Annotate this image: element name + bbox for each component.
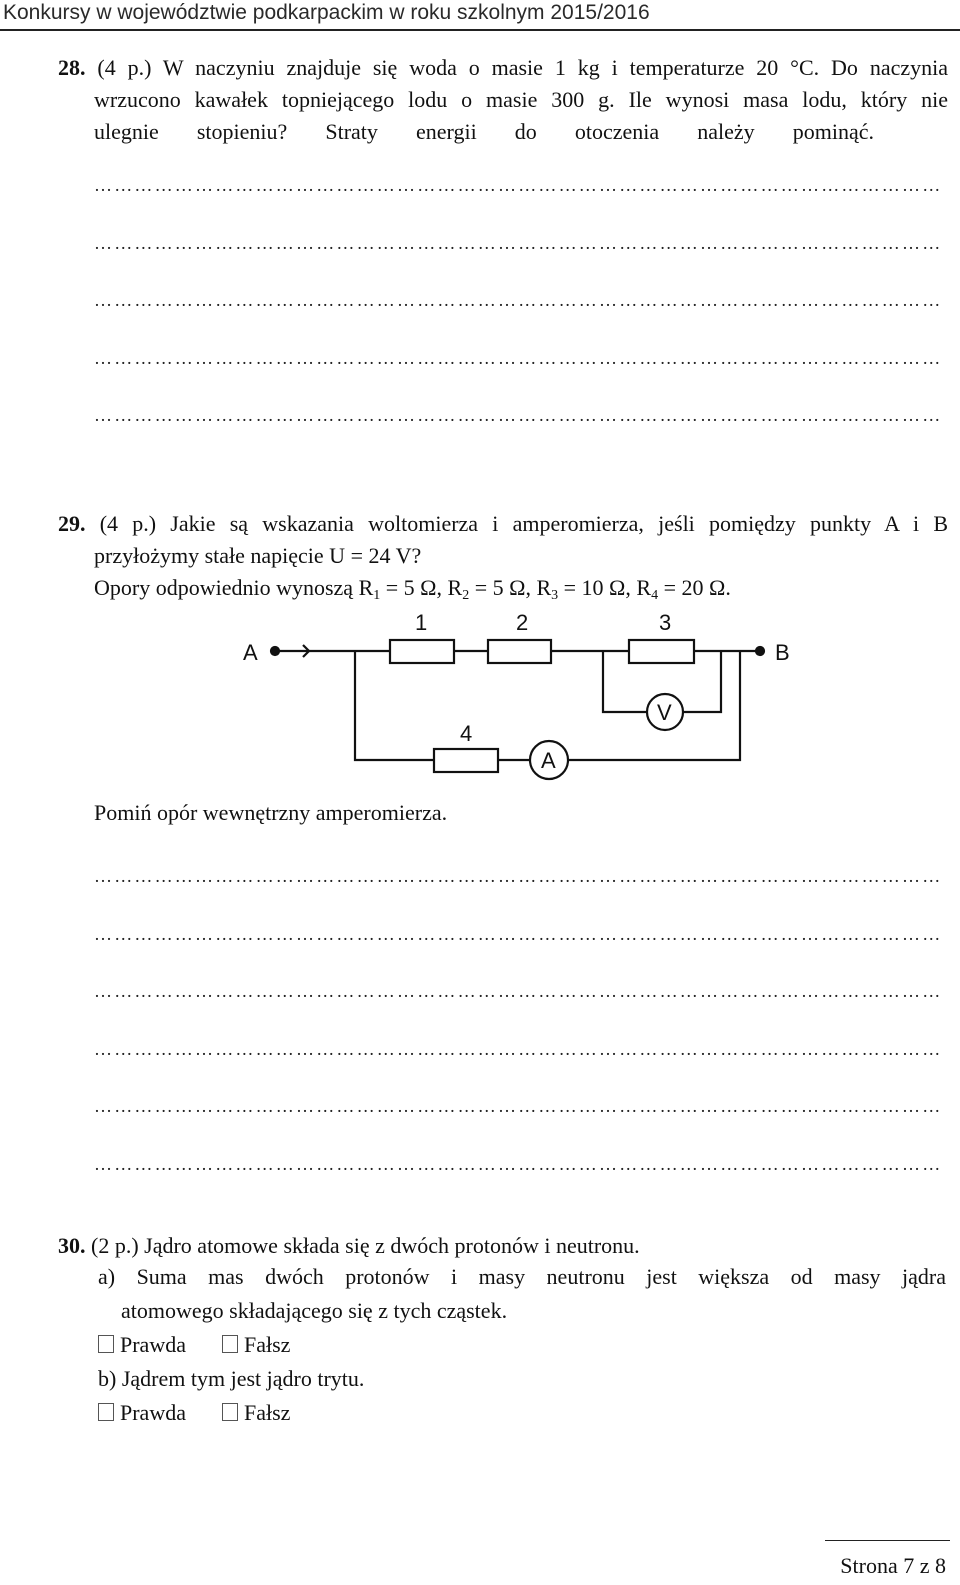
page-number: Strona 7 z 8 bbox=[840, 1553, 946, 1578]
terminal-b-label: B bbox=[775, 640, 790, 665]
q30-a-line-1: a) Suma mas dwóch protonów i masy neutronu jest większa od masy jądra bbox=[98, 1264, 946, 1289]
answer-line: ……………………………………………………………………………………………………………… bbox=[94, 290, 943, 310]
q30-b-line: b) Jądrem tym jest jądro trytu. bbox=[98, 1366, 365, 1391]
q30-b-false-option[interactable]: Fałsz bbox=[222, 1400, 290, 1426]
answer-line: ……………………………………………………………………………………………………………… bbox=[94, 924, 943, 944]
checkbox-icon[interactable] bbox=[98, 1403, 114, 1421]
q29-number: 29. bbox=[58, 511, 86, 536]
answer-line: ……………………………………………………………………………………………………………… bbox=[94, 1154, 943, 1174]
question-30 bbox=[58, 1230, 948, 1262]
answer-line: ……………………………………………………………………………………………………………… bbox=[94, 866, 943, 886]
checkbox-icon[interactable] bbox=[222, 1335, 238, 1353]
q28-line-3: ulegnie stopieniu? Straty energii do otoczenia należy pominąć. bbox=[94, 119, 874, 144]
q29-note: Pomiń opór wewnętrzny amperomierza. bbox=[94, 800, 448, 825]
answer-line: ……………………………………………………………………………………………………………… bbox=[94, 1039, 943, 1059]
resistor-3 bbox=[629, 640, 694, 663]
answer-line: ……………………………………………………………………………………………………………… bbox=[94, 405, 943, 425]
checkbox-icon[interactable] bbox=[222, 1403, 238, 1421]
q30-a-line-2: atomowego składającego się z tych cząstek. bbox=[121, 1298, 508, 1323]
q30-a-true-option[interactable]: Prawda bbox=[98, 1332, 186, 1358]
q29-line-1: 29. (4 p.) Jakie są wskazania woltomierza i amperomierza, jeśli pomiędzy punkty A i B bbox=[58, 511, 948, 536]
header-title: Konkursy w województwie podkarpackim w roku szkolnym 2015/2016 bbox=[3, 1, 650, 24]
q30-a-false-option[interactable]: Fałsz bbox=[222, 1332, 290, 1358]
resistor-1-label: 1 bbox=[415, 610, 428, 635]
q28-line-1: 28. (4 p.) W naczyniu znajduje się woda o masie 1 kg i temperaturze 20 °C. Do naczynia bbox=[58, 55, 948, 80]
terminal-a-label: A bbox=[243, 640, 258, 665]
terminal-b-dot bbox=[756, 647, 764, 655]
voltmeter-wire bbox=[683, 651, 721, 712]
q29-line-2: przyłożymy stałe napięcie U = 24 V? bbox=[94, 543, 422, 568]
answer-line: ……………………………………………………………………………………………………………… bbox=[94, 233, 943, 253]
answer-line: ……………………………………………………………………………………………………………… bbox=[94, 175, 943, 195]
q28-number: 28. bbox=[58, 55, 86, 80]
answer-line: ……………………………………………………………………………………………………………… bbox=[94, 1096, 943, 1116]
voltmeter-wire bbox=[603, 651, 647, 712]
ammeter-label: A bbox=[541, 748, 556, 773]
resistor-2 bbox=[488, 640, 551, 663]
resistor-4 bbox=[434, 749, 498, 772]
lower-wire bbox=[355, 651, 434, 760]
question-28 bbox=[58, 52, 948, 148]
q28-line-2: wrzucono kawałek topniejącego lodu o masie 300 g. Ile wynosi masa lodu, który nie bbox=[94, 87, 948, 112]
checkbox-icon[interactable] bbox=[98, 1335, 114, 1353]
q30-number: 30. bbox=[58, 1233, 86, 1258]
q30-intro: 30. (2 p.) Jądro atomowe składa się z dwóch protonów i neutronu. bbox=[58, 1233, 640, 1258]
header-divider bbox=[0, 29, 960, 31]
question-29 bbox=[58, 508, 948, 612]
voltmeter-label: V bbox=[657, 700, 672, 725]
lower-wire bbox=[568, 651, 740, 760]
footer-divider bbox=[825, 1540, 950, 1541]
circuit-diagram bbox=[235, 605, 805, 790]
resistor-3-label: 3 bbox=[659, 610, 672, 635]
answer-line: ……………………………………………………………………………………………………………… bbox=[94, 981, 943, 1001]
resistor-4-label: 4 bbox=[460, 721, 473, 746]
q29-line-3: Opory odpowiednio wynoszą $R_1 = 5$ Ω, $R_2 = 5$ Ω, $R_3 = 10$ Ω, $R_4 = 20$ Ω. bbox=[94, 575, 731, 603]
q30-b-true-option[interactable]: Prawda bbox=[98, 1400, 186, 1426]
resistor-1 bbox=[390, 640, 454, 663]
resistor-2-label: 2 bbox=[516, 610, 529, 635]
answer-line: ……………………………………………………………………………………………………………… bbox=[94, 348, 943, 368]
